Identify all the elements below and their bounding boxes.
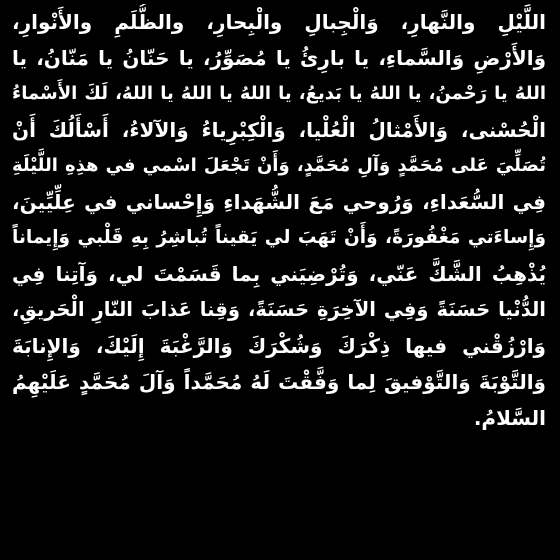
prayer-line: الْحُسْنى، وَالأَمْثالُ الْعُلْيا، وَالْكِبْرِياءُ وَالآلاءُ، أَسْأَلُكَ أَنْ — [12, 118, 546, 142]
prayer-text — [12, 4, 546, 436]
prayer-line: وَإِساءَتي مَغْفُورَةً، وَأَنْ تَهَبَ لي يَقيناً تُباشِرُ بِهِ قَلْبي وَإِيماناً — [12, 227, 546, 248]
prayer-line: وَارْزُقْني فيها ذِكْرَكَ وَشُكْرَكَ وَالرَّغْبَةَ إِلَيْكَ، وَالإِنابَةَ — [12, 334, 546, 358]
prayer-line: اللهُ يا رَحْمنُ، يا اللهُ يا بَديعُ، يا اللهُ يا اللهُ يا اللهُ، لَكَ الأَسْماءُ — [12, 83, 546, 104]
prayer-line: تُصَلِّيَ عَلى مُحَمَّدٍ وَآلِ مُحَمَّدٍ، وَأَنْ تَجْعَلَ اسْمي في هذِهِ اللَّيْلَةِ — [12, 155, 546, 176]
prayer-line: وَالتَّوْبَةَ وَالتَّوْفيقَ لِما وَفَّقْتَ لَهُ مُحَمَّداً وَآلَ مُحَمَّدٍ عَلَيْهِمُ — [12, 370, 546, 394]
prayer-line: الدُّنْيا حَسَنَةً وَفِي الآخِرَةِ حَسَنَةً، وَقِنا عَذابَ النّارِ الْحَريقِ، — [12, 298, 546, 321]
prayer-line: السَّلامُ. — [473, 406, 546, 430]
prayer-line: وَالأَرْضِ وَالسَّماءِ، يا بارِئُ يا مُصَوِّرُ، يا حَنّانُ يا مَنّانُ، يا — [12, 46, 546, 70]
prayer-line: اللَّيْلِ والنَّهارِ، وَالْجِبالِ والْبِحارِ، والظُّلَمِ والأَنْوارِ، — [12, 10, 546, 34]
prayer-line: فِي السُّعَداءِ، وَرُوحي مَعَ الشُّهَداءِ وَإِحْساني في عِلِّيِّينَ، — [12, 190, 546, 214]
prayer-line: يُذْهِبُ الشَّكَّ عَنّي، وَتُرْضِيَني بِما قَسَمْتَ لي، وَآتِنا فِي — [12, 262, 546, 286]
